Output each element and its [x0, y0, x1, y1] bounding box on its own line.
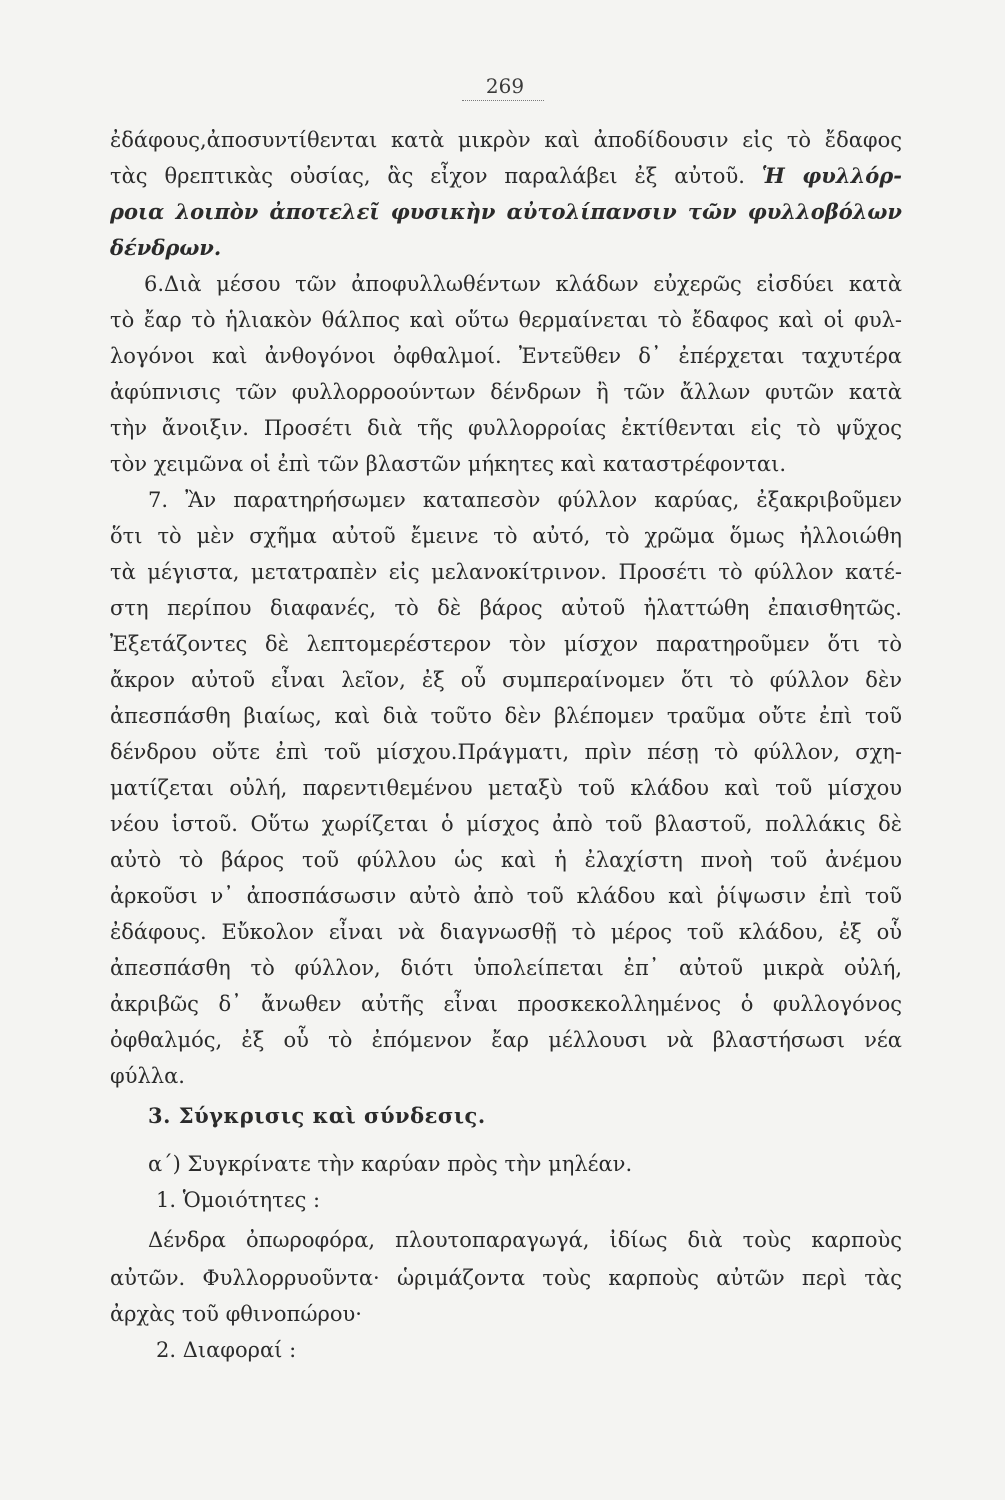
- text-run: τὰς θρεπτικὰς οὐσίας, ἃς εἶχον παραλάβει ἐξ αὐτοῦ.: [110, 164, 745, 188]
- text-line: ἀπεσπάσθη βιαίως, καὶ διὰ τοῦτο δὲν βλέπομεν τραῦμα οὔτε ἐπὶ τοῦ: [110, 704, 902, 728]
- text-line: [110, 158, 902, 194]
- text-line: νέου ἱστοῦ. Οὕτω χωρίζεται ὁ μίσχος ἀπὸ τοῦ βλαστοῦ, πολλάκις δὲ: [110, 812, 902, 836]
- text-line: λογόνοι καὶ ἀνθογόνοι ὀφθαλμοί. Ἐντεῦθεν δ᾽ ἐπέρχεται ταχυτέρα: [110, 344, 902, 368]
- text-line: τὰ μέγιστα, μετατραπὲν εἰς μελανοκίτρινον. Προσέτι τὸ φύλλον κατέ-: [110, 560, 902, 584]
- text-line: ὀφθαλμός, ἐξ οὗ τὸ ἐπόμενον ἔαρ μέλλουσι νὰ βλαστήσωσι νέα: [110, 1028, 902, 1052]
- text-line: δένδρων.: [110, 235, 222, 260]
- text-line: Ἐξετάζοντες δὲ λεπτομερέστερον τὸν μίσχον παρατηροῦμεν ὅτι τὸ: [110, 632, 902, 656]
- text-line: ἀρκοῦσι ν᾽ ἀποσπάσωσιν αὐτὸ ἀπὸ τοῦ κλάδου καὶ ῥίψωσιν ἐπὶ τοῦ: [110, 884, 902, 908]
- text-line: ἄκρον αὐτοῦ εἶναι λεῖον, ἐξ οὗ συμπεραίνομεν ὅτι τὸ φύλλον δὲν: [110, 668, 902, 692]
- text-line: ροια λοιπὸν ἀποτελεῖ φυσικὴν αὐτολίπανσιν τῶν φυλλοβόλων: [110, 199, 902, 224]
- page-number: 269: [485, 74, 525, 98]
- text-line: ματίζεται οὐλή, παρεντιθεμένου μεταξὺ τοῦ κλάδου καὶ τοῦ μίσχου: [110, 776, 902, 800]
- text-line: ἀπεσπάσθη τὸ φύλλον, διότι ὑπολείπεται ἐπ᾽ αὐτοῦ μικρὰ οὐλή,: [110, 956, 902, 980]
- text-line: φύλλα.: [110, 1064, 185, 1088]
- text-line: τὸν χειμῶνα οἱ ἐπὶ τῶν βλαστῶν μήκητες καὶ καταστρέφονται.: [110, 452, 786, 476]
- list-heading: 2. Διαφοραί :: [156, 1338, 297, 1362]
- text-line: ἀκριβῶς δ᾽ ἄνωθεν αὐτῆς εἶναι προσκεκολλημένος ὁ φυλλογόνος: [110, 992, 902, 1016]
- section-heading: 3. Σύγκρισις καὶ σύνδεσις.: [148, 1103, 486, 1128]
- text-line: ἀρχὰς τοῦ φθινοπώρου·: [110, 1302, 362, 1326]
- text-line: ἐδάφους,ἀποσυντίθενται κατὰ μικρὸν καὶ ἀποδίδουσιν εἰς τὸ ἔδαφος: [110, 128, 902, 152]
- text-line: ἐδάφους. Εὔκολον εἶναι νὰ διαγνωσθῇ τὸ μέρος τοῦ κλάδου, ἐξ οὗ: [110, 920, 902, 944]
- text-line: αὐτὸ τὸ βάρος τοῦ φύλλου ὡς καὶ ἡ ἐλαχίστη πνοὴ τοῦ ἀνέμου: [110, 848, 902, 872]
- text-line: 7. Ἂν παρατηρήσωμεν καταπεσὸν φύλλον καρύας, ἐξακριβοῦμεν: [148, 488, 902, 512]
- text-line: τὴν ἄνοιξιν. Προσέτι διὰ τῆς φυλλορροίας ἐκτίθενται εἰς τὸ ψῦχος: [110, 416, 902, 440]
- text-line: Δένδρα ὀπωροφόρα, πλουτοπαραγωγά, ἰδίως διὰ τοὺς καρποὺς: [148, 1228, 902, 1252]
- text-line: τὸ ἔαρ τὸ ἡλιακὸν θάλπος καὶ οὕτω θερμαίνεται τὸ ἔδαφος καὶ οἱ φυλ-: [110, 308, 902, 332]
- text-line: 6.Διὰ μέσου τῶν ἀποφυλλωθέντων κλάδων εὐχερῶς εἰσδύει κατὰ: [144, 272, 902, 296]
- list-heading: 1. Ὁμοιότητες :: [156, 1188, 321, 1212]
- text-line: αὐτῶν. Φυλλορρυοῦντα· ὡριμάζοντα τοὺς καρποὺς αὐτῶν περὶ τὰς: [110, 1266, 902, 1290]
- text-line: στη περίπου διαφανές, τὸ δὲ βάρος αὐτοῦ ἠλαττώθη ἐπαισθητῶς.: [110, 596, 902, 620]
- page-number-rule: [462, 100, 544, 101]
- text-line: ἀφύπνισις τῶν φυλλορροούντων δένδρων ἢ τῶν ἄλλων φυτῶν κατὰ: [110, 380, 902, 404]
- text-line: ὅτι τὸ μὲν σχῆμα αὐτοῦ ἔμεινε τὸ αὐτό, τὸ χρῶμα ὅμως ἠλλοιώθη: [110, 524, 902, 548]
- subsection-heading: α´) Συγκρίνατε τὴν καρύαν πρὸς τὴν μηλέαν.: [148, 1152, 633, 1176]
- italic-run: Ἡ φυλλόρ-: [761, 163, 902, 188]
- text-line: δένδρου οὔτε ἐπὶ τοῦ μίσχου.Πράγματι, πρὶν πέσῃ τὸ φύλλον, σχη-: [110, 740, 902, 764]
